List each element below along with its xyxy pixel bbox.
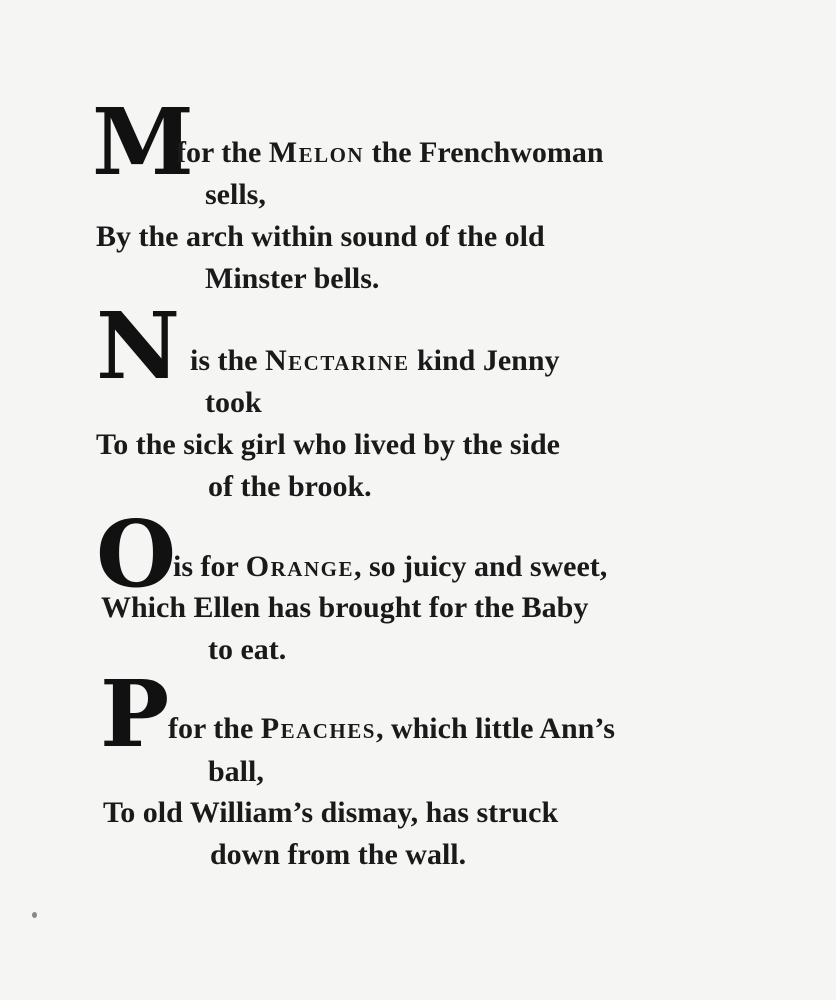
fruit-name: Melon [268,136,365,169]
verse-line [173,552,607,582]
verse-line: to eat. [208,633,287,666]
verse-line: ball, [208,755,264,788]
verse-text: , which little Ann’s [375,712,615,745]
verse-text: kind Jenny [409,344,560,377]
fruit-name: Peaches [260,712,376,745]
drop-cap-o: O [96,500,175,608]
verse-line: To the sick girl who lived by the side [96,428,560,461]
verse-text: is for [173,550,246,583]
verse-line [168,714,615,744]
verse-line: of the brook. [208,470,372,503]
verse-text: for the [176,136,269,169]
verse-line: By the arch within sound of the old [96,220,545,253]
fruit-name: Nectarine [265,344,410,377]
verse-line: Which Ellen has brought for the Baby [101,591,589,624]
drop-cap-n: N [96,292,179,400]
verse-line: To old William’s dismay, has struck [103,796,559,829]
verse-line: down from the wall. [210,838,467,871]
fruit-name: Orange [245,550,354,583]
verse-line [176,138,604,168]
verse-line: took [205,386,262,419]
verse-text: the Frenchwoman [364,136,604,169]
drop-cap-m: M [92,88,192,196]
verse-line: sells, [205,178,266,211]
verse-line [190,346,560,376]
verse-text: is the [190,344,265,377]
verse-line: Minster bells. [205,262,380,295]
verse-text: for the [168,712,261,745]
verse-text: , so juicy and sweet, [353,550,608,583]
drop-cap-p: P [100,660,168,768]
paper-speck [32,912,37,918]
